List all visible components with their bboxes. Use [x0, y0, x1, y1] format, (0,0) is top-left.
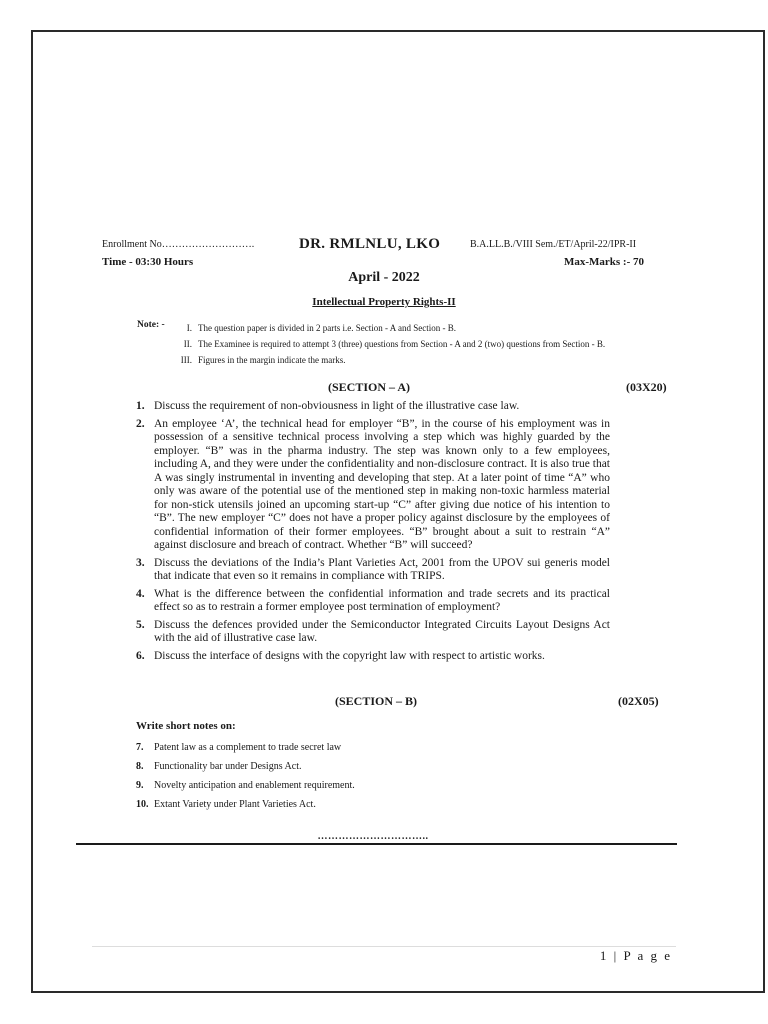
question-number: 7. — [136, 742, 144, 753]
question — [136, 619, 610, 646]
section-b-marks: (02X05) — [618, 694, 659, 708]
question — [136, 650, 610, 664]
note-label: Note: - — [137, 320, 165, 330]
university-name: DR. RMLNLU, LKO — [299, 236, 441, 252]
question — [136, 418, 610, 553]
question — [136, 588, 610, 615]
note-item — [170, 336, 650, 352]
note-number: I. — [186, 323, 192, 333]
note-text: The question paper is divided in 2 parts i.e. Section - A and Section - B. — [198, 323, 456, 333]
note-item — [170, 320, 650, 336]
paper-code: B.A.LL.B./VIII Sem./ET/April-22/IPR-II — [470, 239, 637, 250]
enrollment-number: Enrollment No………………………. — [102, 239, 255, 250]
short-note-item — [136, 757, 616, 776]
question-number: 6. — [136, 649, 145, 662]
question — [136, 400, 610, 414]
short-note-item — [136, 795, 616, 814]
question-number: 8. — [136, 761, 144, 772]
section-a-questions — [136, 400, 610, 667]
short-notes-instruction: Write short notes on: — [136, 720, 236, 732]
footer-divider — [92, 946, 676, 947]
paper-title: Intellectual Property Rights-II — [312, 296, 456, 308]
question-text: Extant Variety under Plant Varieties Act. — [154, 799, 316, 810]
exam-time: Time - 03:30 Hours — [102, 256, 194, 268]
end-rule — [76, 843, 677, 845]
note-number: II. — [183, 339, 192, 349]
page-number: 1 | P a g e — [599, 948, 672, 963]
section-a-heading: (SECTION – A) — [328, 380, 411, 394]
question-text: Discuss the deviations of the India’s Plant Varieties Act, 2001 from the UPOV sui generis model that indicate that even so it remains in compliance with TRIPS. — [154, 556, 610, 582]
short-note-item — [136, 776, 616, 795]
note-text: Figures in the margin indicate the marks. — [198, 355, 346, 365]
question-number: 10. — [136, 799, 149, 810]
note-text: The Examinee is required to attempt 3 (three) questions from Section - A and 2 (two) questions from Section - B. — [198, 339, 606, 349]
note-item — [170, 352, 650, 368]
question-text: Discuss the defences provided under the Semiconductor Integrated Circuits Layout Designs Act with the aid of illustrative case law. — [154, 618, 610, 644]
short-note-item — [136, 738, 616, 757]
section-a-marks: (03X20) — [626, 380, 667, 394]
question-text: Patent law as a complement to trade secret law — [154, 742, 342, 753]
question-text: Discuss the requirement of non-obviousness in light of the illustrative case law. — [154, 400, 520, 412]
question-text: An employee ‘A’, the technical head for employer “B”, in the course of his employment was in possession of a sensitive technical process involving a step which was highly guarded by the employer. “B” was in the pharma industry. The step was known only to a few employees, including A, and they were under the confidentiality and non-disclosure contract. It is also true that A was singly instrumental in inventing and developing that step. At a later point of time “A” who only was aware of the potential use of the mentioned step in making non-toxic harmless material for non-stick utensils joined an upcoming start-up “C” after giving due notice of his intention to “B”. The new employer “C” does not have a proper policy against disclosure by the employees of confidential information of their former employees. “B” brought about a suit to restrain “A” against disclosure and breach of contract. Whether “B” will succeed? — [154, 417, 610, 551]
question-number: 2. — [136, 417, 145, 430]
question — [136, 557, 610, 584]
question-number: 5. — [136, 618, 145, 631]
question-number: 1. — [136, 400, 145, 412]
question-text: Novelty anticipation and enablement requirement. — [154, 780, 355, 791]
question-number: 4. — [136, 587, 145, 600]
note-number: III. — [180, 355, 192, 365]
section-b-heading: (SECTION – B) — [335, 694, 418, 708]
note-list — [170, 320, 650, 368]
section-b-questions — [136, 738, 616, 814]
end-of-paper-dots: ………………………….. — [317, 831, 429, 842]
question-text: What is the difference between the confidential information and trade secrets and its practical effect so as to restrain a former employee post termination of employment? — [154, 587, 610, 613]
max-marks: Max-Marks :- 70 — [563, 256, 644, 268]
question-text: Functionality bar under Designs Act. — [154, 761, 302, 772]
exam-month: April - 2022 — [348, 270, 420, 285]
question-number: 3. — [136, 556, 145, 569]
question-text: Discuss the interface of designs with the copyright law with respect to artistic works. — [154, 649, 545, 662]
question-number: 9. — [136, 780, 144, 791]
